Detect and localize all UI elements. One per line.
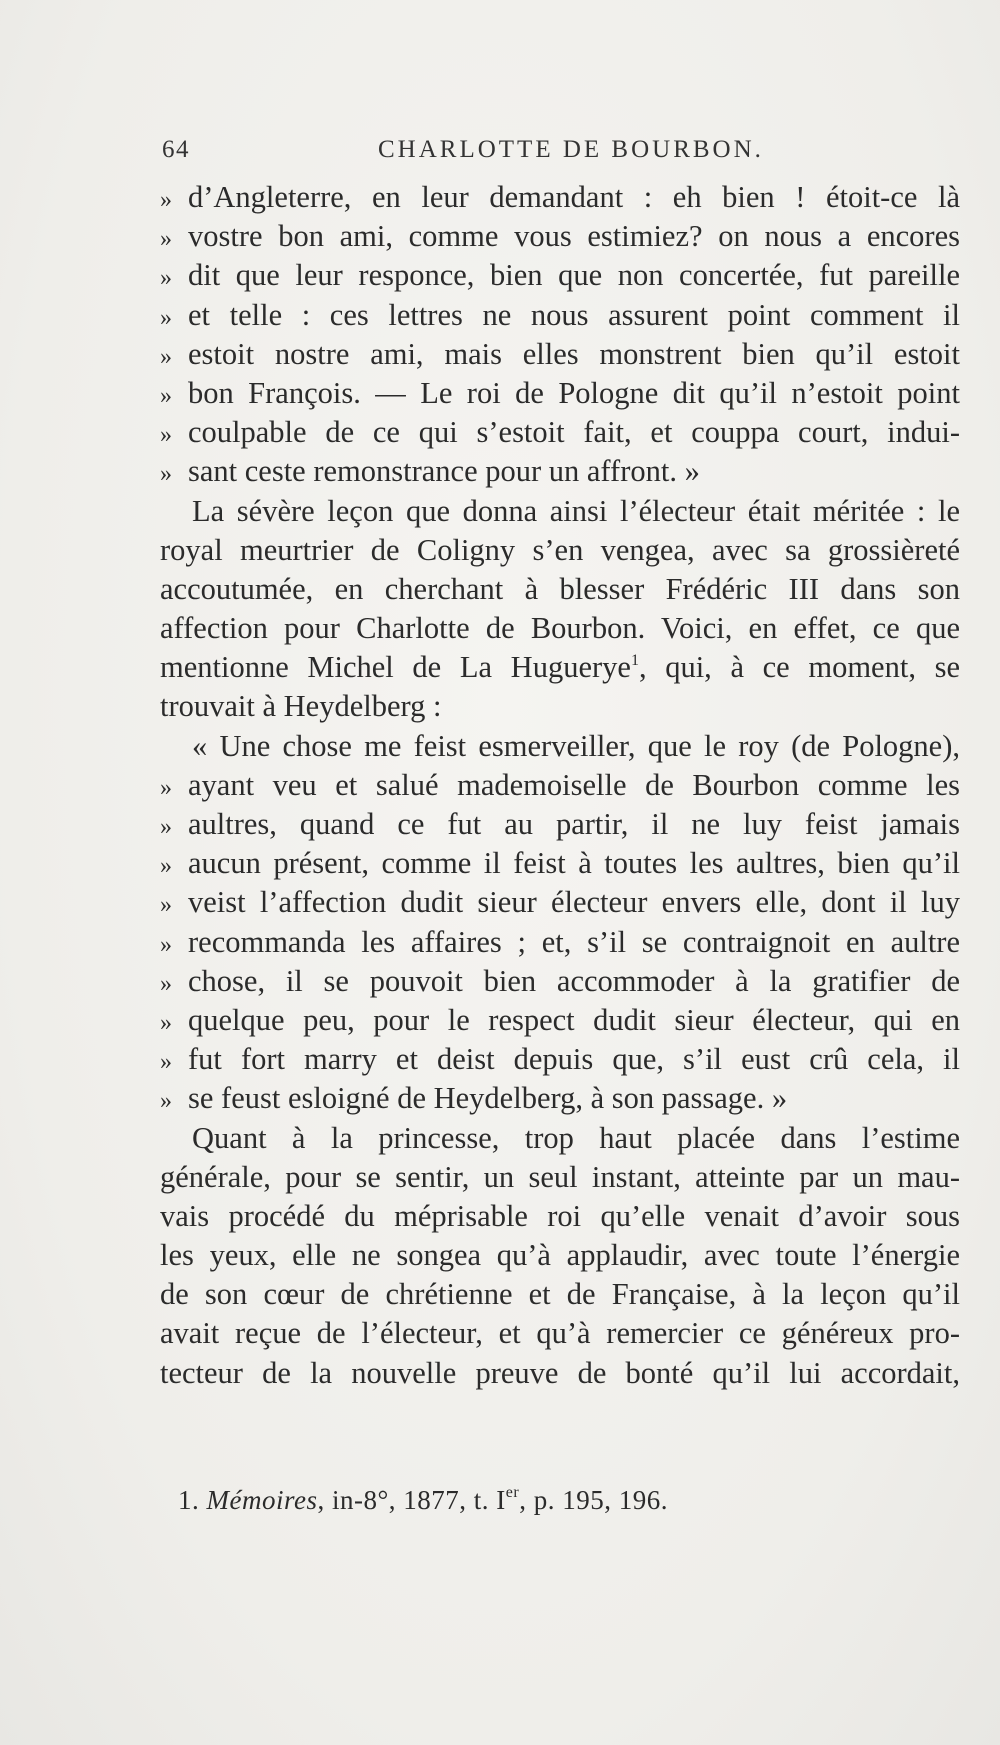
line-text: tecteur de la nouvelle preuve de bonté qu’il lui accordait, [160, 1355, 960, 1390]
quote-mark: » [160, 774, 172, 801]
line-text: vostre bon ami, comme vous estimiez? on nous a encores [188, 219, 960, 254]
line-text: affection pour Charlotte de Bourbon. Voici, en effet, ce que [160, 611, 960, 646]
text-line [160, 1040, 960, 1079]
line-text: de son cœur de chrétienne et de Française, à la leçon qu’il [160, 1277, 960, 1312]
line-text: quelque peu, pour le respect dudit sieur électeur, qui en [188, 1002, 960, 1037]
text-line [160, 1275, 960, 1314]
footnote-title: Mémoires [206, 1485, 318, 1515]
text-line [160, 962, 960, 1001]
line-text: bon François. — Le roi de Pologne dit qu’il n’estoit point [188, 375, 960, 410]
quote-mark: » [160, 265, 172, 292]
line-text: vais procédé du méprisable roi qu’elle venait d’avoir sous [160, 1198, 960, 1233]
text-line [160, 609, 960, 648]
text-line [160, 1158, 960, 1197]
text-line [160, 1314, 960, 1353]
text-line [160, 492, 960, 531]
line-text: avait reçue de l’électeur, et qu’à remercier ce généreux pro- [160, 1316, 960, 1351]
text-line [160, 1079, 960, 1118]
text-line [160, 531, 960, 570]
quote-mark: » [160, 892, 172, 919]
line-text: Quant à la princesse, trop haut placée dans l’estime [192, 1120, 960, 1155]
quote-mark: » [160, 382, 172, 409]
line-text: coulpable de ce qui s’estoit fait, et couppa court, indui- [188, 415, 960, 450]
line-text: mentionne Michel de La Huguerye [160, 650, 631, 685]
quote-mark: » [160, 187, 172, 213]
line-text: veist l’affection dudit sieur électeur envers elle, dont il luy [188, 885, 960, 920]
footnote-number: 1. [178, 1485, 200, 1515]
text-line [160, 648, 960, 687]
text-line [160, 766, 960, 805]
line-text-continued: , qui, à ce moment, se [638, 650, 960, 685]
text-line [160, 687, 960, 726]
text-line [160, 178, 960, 217]
footnote [178, 1485, 878, 1516]
text-line [160, 1001, 960, 1040]
line-text: se feust esloigné de Heydelberg, à son passage. » [188, 1081, 788, 1116]
line-text: accoutumée, en cherchant à blesser Frédéric III dans son [160, 571, 960, 606]
page-header [162, 136, 958, 172]
text-line [160, 1354, 960, 1393]
text-line [160, 335, 960, 374]
running-title: CHARLOTTE DE BOURBON. [378, 136, 764, 163]
quote-mark: » [160, 1088, 172, 1115]
quote-mark: » [160, 853, 172, 880]
text-line [160, 923, 960, 962]
text-line [160, 1197, 960, 1236]
line-text: et telle : ces lettres ne nous assurent point comment il [188, 297, 960, 332]
text-line [160, 1119, 960, 1158]
line-text: royal meurtrier de Coligny s’en vengea, avec sa grossièreté [160, 532, 960, 567]
footnote-ref: 1 [630, 652, 639, 670]
text-line [160, 570, 960, 609]
line-text: La sévère leçon que donna ainsi l’électeur était méritée : le [192, 493, 960, 528]
line-text: aucun présent, comme il feist à toutes les aultres, bien qu’il [188, 846, 960, 881]
line-text: ayant veu et salué mademoiselle de Bourbon comme les [188, 767, 960, 802]
text-line [160, 727, 960, 766]
line-text: aultres, quand ce fut au partir, il ne luy feist jamais [188, 807, 960, 841]
line-text: générale, pour se sentir, un seul instant, atteinte par un mau- [160, 1159, 960, 1194]
footnote-text: , in-8°, 1877, t. I [317, 1485, 506, 1515]
text-line [160, 1236, 960, 1275]
quote-mark: » [160, 304, 172, 331]
line-text: estoit nostre ami, mais elles monstrent bien qu’il estoit [188, 336, 960, 371]
quote-mark: » [160, 226, 172, 253]
text-line [160, 452, 960, 491]
quote-mark: » [160, 814, 172, 840]
quote-mark: » [160, 970, 172, 997]
line-text: chose, il se pouvoit bien accommoder à la gratifier de [188, 963, 960, 998]
body-text [160, 178, 960, 1393]
page-number: 64 [162, 136, 190, 163]
text-line [160, 296, 960, 335]
line-text: fut fort marry et deist depuis que, s’il eust crû cela, il [188, 1042, 960, 1077]
quote-mark: » [160, 1049, 172, 1076]
text-line [160, 217, 960, 256]
line-text: les yeux, elle ne songea qu’à applaudir, avec toute l’énergie [160, 1238, 960, 1273]
text-line [160, 256, 960, 295]
text-line [160, 805, 960, 844]
quote-mark: » [160, 422, 172, 449]
text-line [160, 374, 960, 413]
footnote-superscript: er [505, 1484, 520, 1501]
line-text: recommanda les affaires ; et, s’il se contraignoit en aultre [188, 924, 960, 959]
line-text: sant ceste remonstrance pour un affront. » [188, 454, 700, 489]
text-line [160, 844, 960, 883]
line-text: « Une chose me feist esmerveiller, que le roy (de Pologne), [192, 728, 960, 763]
text-line [160, 413, 960, 452]
text-line [160, 883, 960, 922]
quote-mark: » [160, 1009, 172, 1036]
quote-mark: » [160, 931, 172, 958]
quote-mark: » [160, 343, 172, 370]
quote-mark: » [160, 461, 172, 488]
footnote-tail: , p. 195, 196. [519, 1485, 668, 1515]
line-text: trouvait à Heydelberg : [160, 689, 442, 724]
line-text: dit que leur responce, bien que non concertée, fut pareille [188, 258, 960, 293]
line-text: d’Angleterre, en leur demandant : eh bien ! étoit-ce là [188, 180, 960, 214]
